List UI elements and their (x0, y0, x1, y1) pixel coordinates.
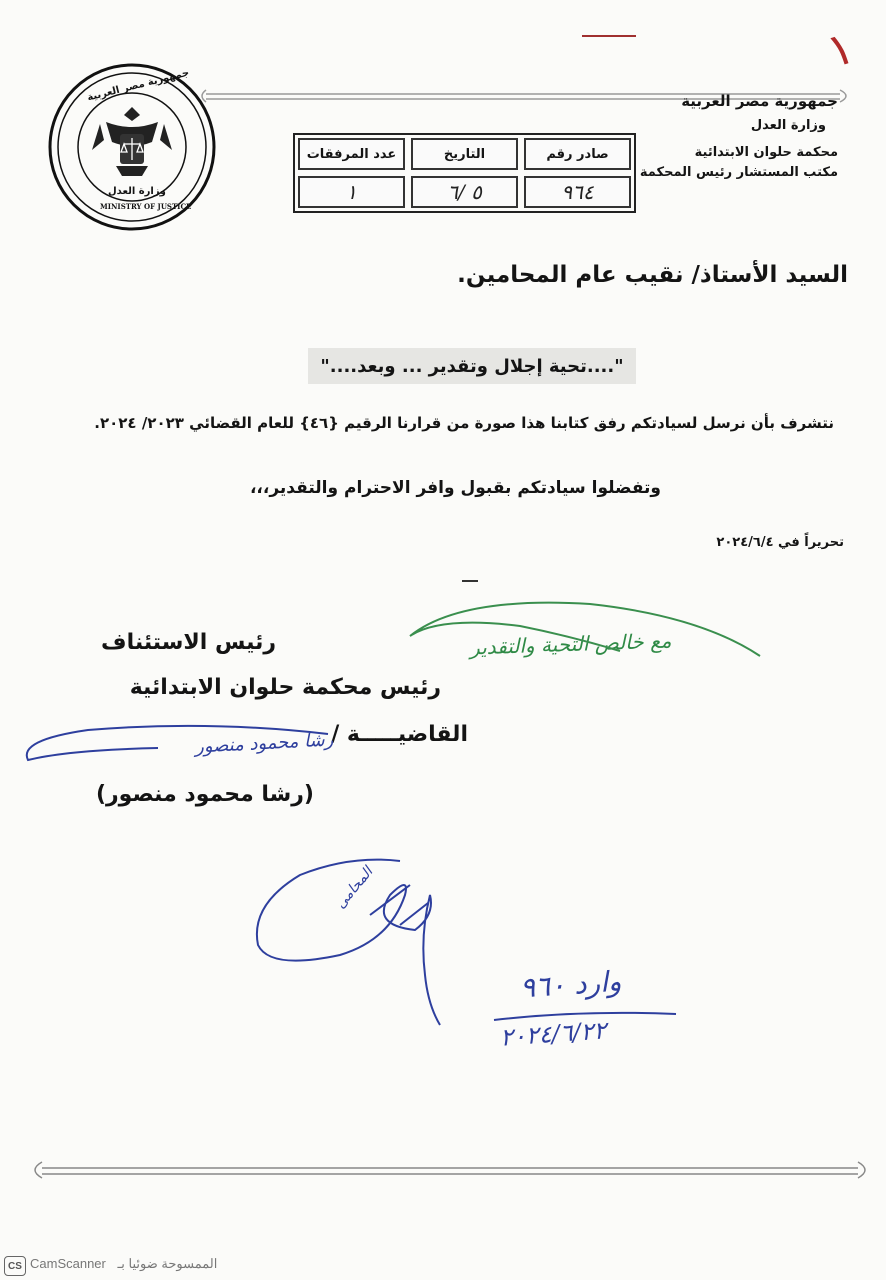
header-attachments: عدد المرفقات (298, 138, 405, 170)
camscanner-watermark (30, 1256, 217, 1272)
camscanner-caption: الممسوحة ضوئيا بـ (117, 1256, 218, 1271)
divider-mark (460, 578, 480, 584)
handwritten-green-note: مع خالص التحية والتقدير (469, 628, 672, 660)
header-country: جمهورية مصر العربية (681, 92, 838, 110)
ministry-seal (46, 62, 218, 232)
footer-scroll-line (22, 1158, 872, 1188)
signature-title-court: رئيس محكمة حلوان الابتدائية (129, 675, 441, 700)
handwritten-incoming-number: وارد ٩٦٠ (518, 964, 623, 1005)
incoming-underline (490, 1010, 680, 1024)
seal-english: MINISTRY OF JUSTICE (100, 202, 192, 211)
camscanner-logo: CS (4, 1256, 26, 1276)
date-line: تحريراً في ٢٠٢٤/٦/٤ (716, 535, 844, 550)
value-attachments: ١ (298, 176, 405, 208)
header-outgoing-number: صادر رقم (524, 138, 631, 170)
header-date: التاريخ (411, 138, 518, 170)
green-flourish (400, 596, 780, 676)
top-mark (580, 30, 640, 42)
signature-title-appeal: رئيس الاستئناف (101, 630, 276, 655)
page-number: ١ (820, 19, 861, 79)
handwritten-signature: رشا محمود منصور (194, 729, 334, 758)
greeting: "....تحية إجلال وتقدير ... وبعد...." (308, 348, 636, 384)
closing-line: وتفضلوا سيادتكم بقبول وافر الاحترام والتقدير،،، (249, 478, 661, 498)
value-date: ٥ /٦ (411, 176, 518, 208)
body-paragraph: نتشرف بأن نرسل لسيادتكم رفق كتابنا هذا صورة من قرارنا الرقيم {٤٦} للعام القضائي ٢٠٢٣/ ٢٠٢٤. (94, 414, 834, 432)
header-ministry: وزارة العدل (750, 118, 826, 133)
recipient: السيد الأستاذ/ نقيب عام المحامين. (457, 262, 848, 288)
scribble-initials: المحامى (332, 864, 377, 912)
judge-name: (رشا محمود منصور) (95, 782, 314, 807)
header-office: مكتب المستشار رئيس المحكمة (639, 165, 838, 180)
registration-table (293, 133, 636, 213)
seal-arabic-bottom: وزارة العدل (108, 186, 166, 197)
camscanner-name: CamScanner (30, 1256, 106, 1271)
judge-label: القاضيـــــة / (331, 722, 468, 747)
value-outgoing-number: ٩٦٤ (524, 176, 631, 208)
seal-arabic-top: جمهورية مصر العربية (86, 67, 191, 104)
handwritten-incoming-date: ٢٠٢٤/٦/٢٢ (499, 1016, 608, 1052)
signature-flourish (8, 712, 338, 772)
header-court: محكمة حلوان الابتدائية (694, 145, 838, 160)
